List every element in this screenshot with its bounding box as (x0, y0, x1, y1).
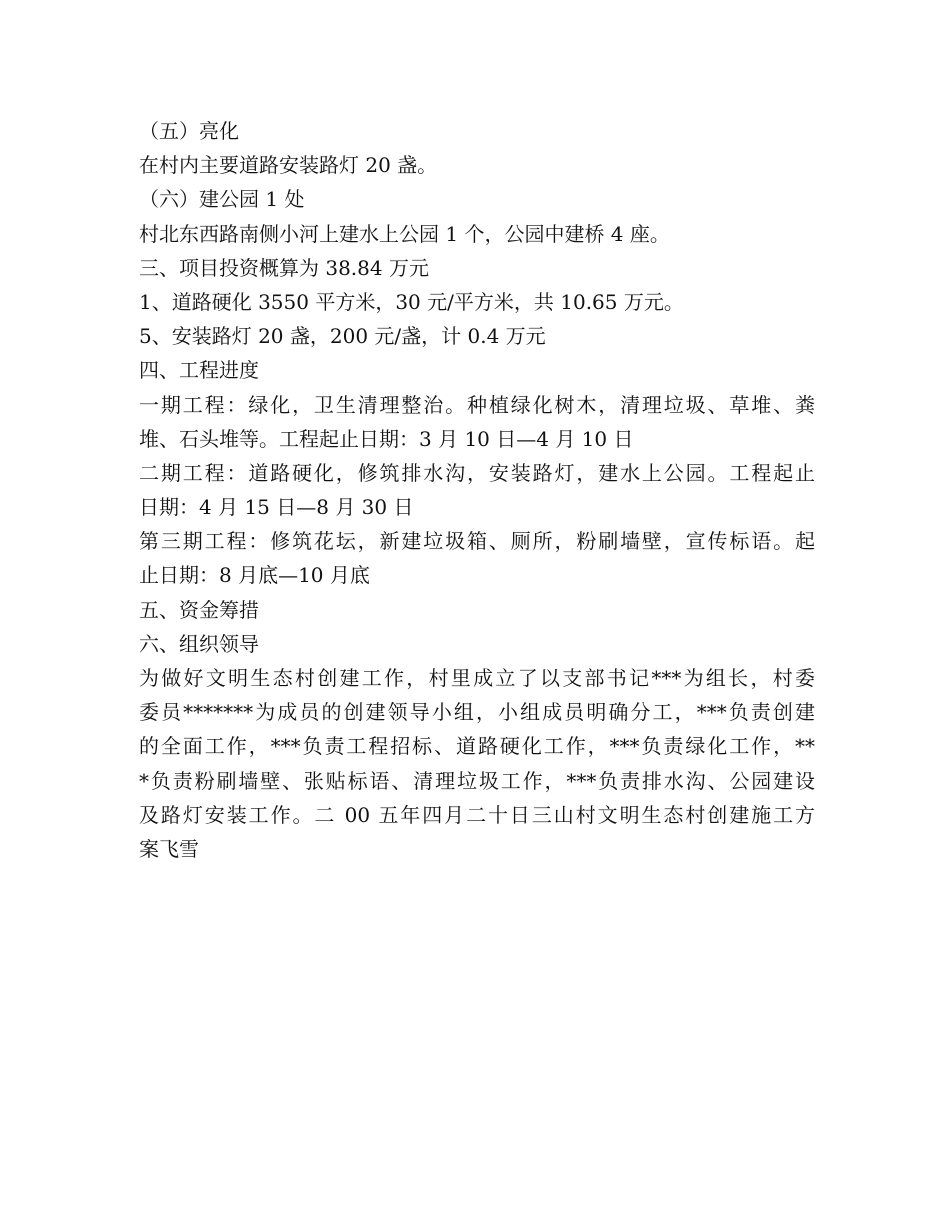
text-line: 止日期：8 月底—10 月底 (139, 563, 370, 588)
heading-progress: 四、工程进度 (139, 358, 259, 383)
heading-park: （六）建公园 1 处 (139, 187, 305, 212)
text-line: 堆、石头堆等。工程起止日期：3 月 10 日—4 月 10 日 (139, 426, 634, 451)
text-line: 二期工程：道路硬化，修筑排水沟，安装路灯，建水上公园。工程起止 (139, 460, 815, 485)
text-line: 一期工程：绿化，卫生清理整治。种植绿化树木，清理垃圾、草堆、粪 (139, 392, 815, 417)
text-line: 5、安装路灯 20 盏，200 元/盏，计 0.4 万元 (139, 324, 546, 349)
text-line: 日期：4 月 15 日—8 月 30 日 (139, 495, 414, 520)
text-line: 1、道路硬化 3550 平方米，30 元/平方米，共 10.65 万元。 (139, 289, 684, 314)
heading-funding: 五、资金筹措 (139, 597, 259, 622)
text-line: 案飞雪 (139, 836, 199, 861)
text-line: 第三期工程：修筑花坛，新建垃圾箱、厕所，粉刷墙壁，宣传标语。起 (139, 529, 815, 554)
text-line: 的全面工作，***负责工程招标、道路硬化工作，***负责绿化工作，** (139, 734, 815, 759)
heading-organization: 六、组织领导 (139, 631, 259, 656)
text-line: 为做好文明生态村创建工作，村里成立了以支部书记***为组长，村委 (139, 666, 815, 690)
text-line: 及路灯安装工作。二 00 五年四月二十日三山村文明生态村创建施工方 (139, 802, 815, 827)
document-body (139, 114, 815, 866)
text-line: *负责粉刷墙壁、张贴标语、清理垃圾工作，***负责排水沟、公园建设 (139, 768, 815, 793)
heading-lighting: （五）亮化 (139, 119, 239, 143)
text-line: 委员*******为成员的创建领导小组，小组成员明确分工，***负责创建 (139, 700, 815, 725)
text-line: 村北东西路南侧小河上建水上公园 1 个，公园中建桥 4 座。 (139, 221, 670, 246)
heading-investment: 三、项目投资概算为 38.84 万元 (139, 255, 429, 280)
text-line: 在村内主要道路安装路灯 20 盏。 (139, 153, 438, 178)
